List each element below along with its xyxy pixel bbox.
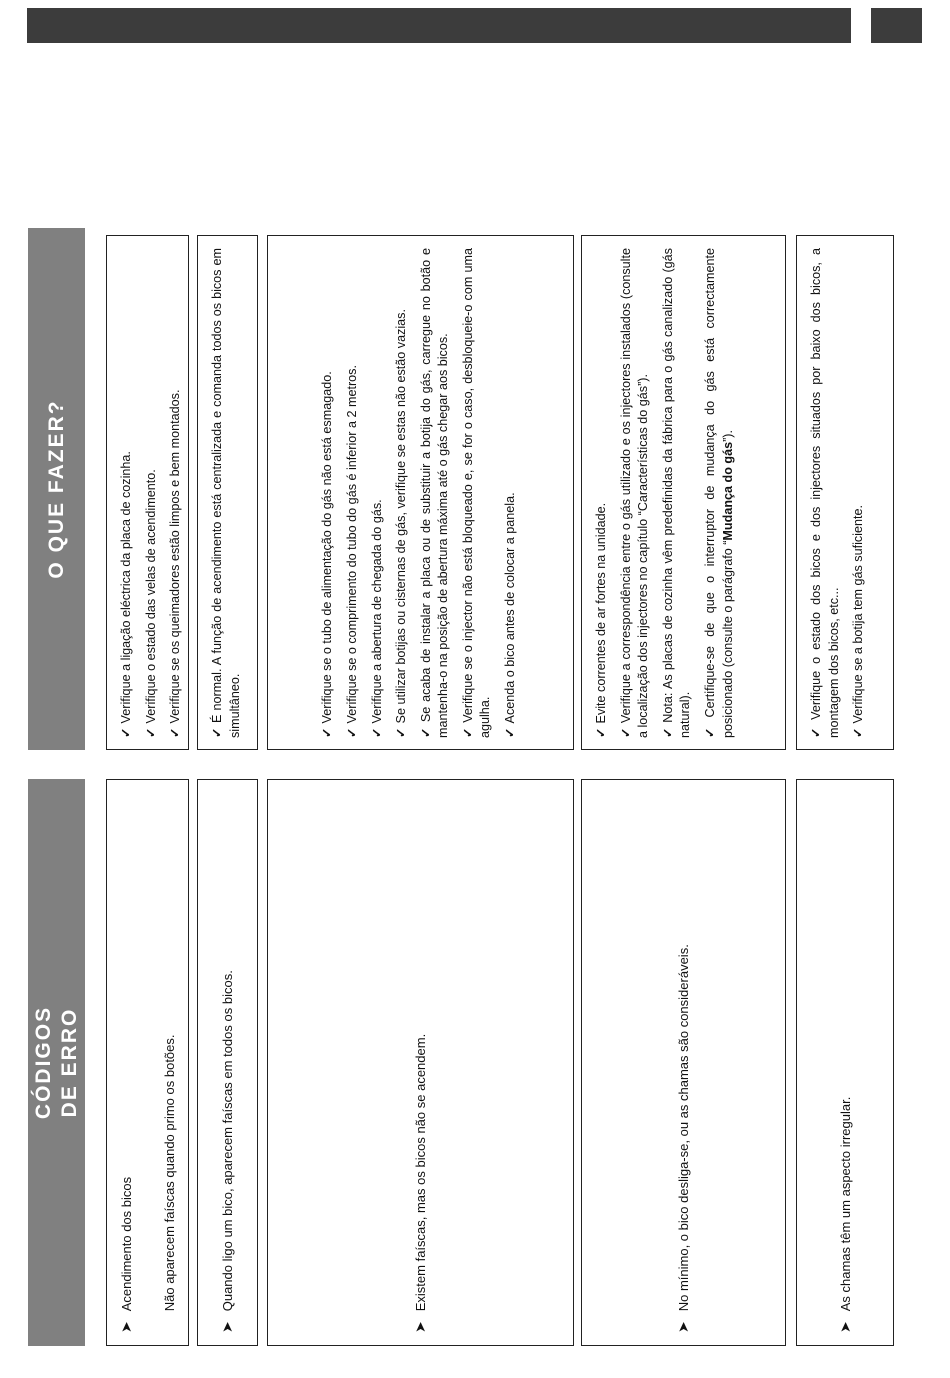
check-icon: ✓ <box>660 726 675 738</box>
top-bar <box>27 8 851 43</box>
solution-item: ✓Verifique o estado das velas de acendimento. <box>143 469 158 738</box>
check-icon: ✓ <box>394 727 409 738</box>
cause-box-4 <box>581 779 786 1346</box>
solution-item: ✓Nota: As placas de cozinha vêm predefinidas da fábrica para o gás canalizado (gás natural). <box>660 248 693 738</box>
solution-item: ✓Se utilizar botijas ou cisternas de gás, verifique se estas não estão vazias. <box>394 309 409 738</box>
check-icon: ✓ <box>119 727 133 738</box>
check-icon: ✓ <box>369 727 384 738</box>
troubleshooting-table <box>28 228 894 1346</box>
solution-item: ✓Verifique a correspondência entre o gás utilizado e os injectores instalados (consulte a localização dos injectores no capítulo “Características do gás”). <box>618 248 651 738</box>
page-tab <box>871 8 922 43</box>
solution-item: ✓Verifique se a botija tem gás suficiente. <box>851 505 866 738</box>
check-icon: ✓ <box>618 727 633 738</box>
solution-box-1 <box>106 235 189 750</box>
solution-item: ✓Acenda o bico antes de colocar a panela. <box>503 492 518 738</box>
arrow-icon: ➤ <box>412 1321 428 1333</box>
check-icon: ✓ <box>503 727 518 738</box>
check-icon: ✓ <box>210 726 224 738</box>
cause-title: Acendimento dos bicos <box>118 1176 134 1312</box>
solution-box-2 <box>197 235 258 750</box>
solution-box-3 <box>267 235 574 750</box>
header-error-codes <box>28 779 85 1346</box>
cause-text: Existem faíscas, mas os bicos não se acendem. <box>413 1033 428 1312</box>
check-icon: ✓ <box>851 727 866 738</box>
cause-box-3 <box>267 779 574 1346</box>
solution-item: ✓Verifique se o tubo de alimentação do gás não está esmagado. <box>320 371 335 738</box>
check-icon: ✓ <box>344 727 359 738</box>
header-what-to-do-text: O QUE FAZER? <box>44 399 68 579</box>
solution-item: ✓Verifique o estado dos bicos e dos injectores situados por baixo dos bicos, a montagem dos bicos, etc... <box>809 248 841 738</box>
header-error-codes-line2: DE ERRO <box>57 1007 81 1118</box>
check-icon: ✓ <box>418 726 433 738</box>
cause-text: Não aparecem faíscas quando primo os botões. <box>161 1034 177 1312</box>
solution-item: ✓Evite correntes de ar fortes na unidade. <box>594 502 608 738</box>
check-icon: ✓ <box>320 727 335 738</box>
solution-item: ✓Verifique se os queimadores estão limpos e bem montados. <box>168 389 183 738</box>
check-icon: ✓ <box>143 727 158 738</box>
cause-text: No mínimo, o bico desliga-se, ou as chamas são consideráveis. <box>676 944 691 1312</box>
header-error-codes-line1: CÓDIGOS <box>31 1005 55 1120</box>
arrow-icon: ➤ <box>836 1321 853 1333</box>
arrow-icon: ➤ <box>117 1321 134 1333</box>
solution-item: ✓Verifique se o injector não está bloqueado e, se for o caso, desbloqueie-o com uma agulha. <box>460 248 493 738</box>
header-what-to-do <box>28 228 85 750</box>
solution-item: ✓Verifique se o comprimento do tubo do gás é inferior a 2 metros. <box>344 365 359 738</box>
solution-item: ✓Verifique a abertura de chegada do gás. <box>369 499 384 738</box>
solution-item: ✓Se acaba de instalar a placa ou de substituir a botija do gás, carregue no botão e mantenha-o na posição de abertura máxima até o gás chegar aos bicos. <box>418 248 451 738</box>
check-icon: ✓ <box>702 721 717 738</box>
arrow-icon: ➤ <box>219 1321 235 1333</box>
solution-box-5 <box>796 235 894 750</box>
cause-box-1 <box>106 779 189 1346</box>
cause-box-5 <box>796 779 894 1346</box>
cause-text: Quando ligo um bico, aparecem faíscas em todos os bicos. <box>220 970 235 1312</box>
solution-item: ✓Certifique-se de que o interruptor de mudança do gás está correctamente posicionado (consulte o parágrafo “Mudança do gás”). <box>702 248 735 738</box>
cause-text: As chamas têm um aspecto irregular. <box>837 1096 853 1312</box>
check-icon: ✓ <box>168 727 183 738</box>
solution-item: ✓É normal. A função de acendimento está centralizada e comanda todos os bicos em simultâneo. <box>210 248 242 738</box>
solution-box-4 <box>581 235 786 750</box>
check-icon: ✓ <box>460 726 475 738</box>
solution-item: ✓Verifique a ligação eléctrica da placa de cozinha. <box>119 451 133 738</box>
bold-reference: Mudança do gás <box>720 441 735 541</box>
arrow-icon: ➤ <box>675 1321 691 1333</box>
check-icon: ✓ <box>594 727 608 738</box>
cause-box-2 <box>197 779 258 1346</box>
check-icon: ✓ <box>809 723 823 738</box>
